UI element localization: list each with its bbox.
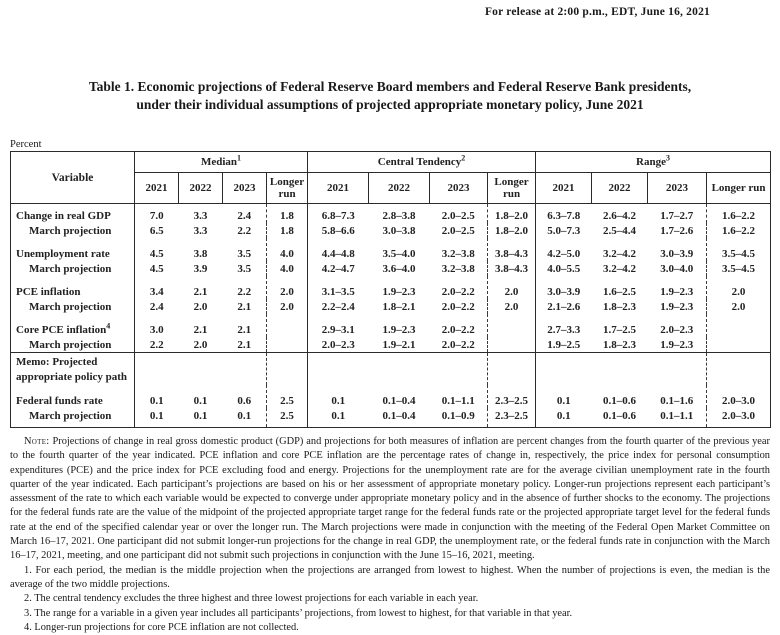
value-cell: 2.0–2.2	[441, 338, 475, 351]
value-cell: 2.1	[237, 338, 252, 351]
value-cell: 2.0	[267, 276, 308, 299]
value-cell: 0.1–1.1	[660, 409, 694, 422]
value-cell: 1.9–2.3	[660, 285, 694, 298]
value-cell: 0.1–0.4	[382, 394, 416, 407]
note-paragraph	[10, 435, 770, 564]
value-cell: 2.6–4.2	[603, 209, 636, 222]
value-cell	[707, 353, 771, 386]
year-header: 2022	[592, 173, 648, 204]
unit-label: Percent	[10, 139, 42, 150]
value-cell	[267, 337, 308, 353]
value-cell	[488, 337, 536, 353]
value-cell	[648, 353, 707, 386]
value-cell: 2.0–2.2	[441, 300, 475, 313]
value-cell: 2.5	[267, 408, 308, 428]
year-header: 2023	[430, 173, 488, 204]
group-label: Central Tendency	[377, 156, 462, 168]
row-label: March projection	[29, 338, 112, 351]
value-cell: 5.0–7.3	[536, 223, 592, 238]
group-header-row	[11, 152, 771, 173]
row-label: March projection	[29, 300, 112, 313]
value-cell	[536, 353, 592, 386]
value-cell	[267, 353, 308, 386]
value-cell: 3.1–3.5	[308, 276, 369, 299]
value-cell: 4.5	[135, 238, 179, 261]
footnote-marker: 1	[237, 153, 242, 163]
value-cell: 2.0–2.2	[441, 323, 475, 336]
row-label: Change in real GDP	[16, 209, 111, 222]
value-cell: 2.0–3.0	[707, 385, 771, 408]
value-cell: 0.1–1.1	[441, 394, 475, 407]
value-cell: 0.1	[536, 408, 592, 428]
value-cell: 1.7–2.5	[603, 323, 636, 336]
value-cell: 2.4	[135, 299, 179, 314]
value-cell: 4.0	[267, 261, 308, 276]
value-cell: 2.9–3.1	[308, 314, 369, 337]
value-cell: 5.8–6.6	[308, 223, 369, 238]
value-cell	[488, 353, 536, 386]
footnote-3: 3. The range for a variable in a given year includes all participants’ projections, from lowest to highest, for that variable in that year.	[24, 607, 573, 619]
value-cell: 3.2–3.8	[441, 247, 475, 260]
value-cell: 4.5	[135, 261, 179, 276]
value-cell: 2.0	[707, 276, 771, 299]
group-header-median	[135, 152, 308, 173]
value-cell: 1.7–2.7	[660, 209, 694, 222]
value-cell: 2.0	[707, 299, 771, 314]
value-cell: 4.0–5.5	[536, 261, 592, 276]
value-cell: 1.9–2.3	[660, 338, 694, 351]
value-cell: 6.8–7.3	[308, 204, 369, 224]
row-label: PCE inflation	[16, 285, 81, 298]
value-cell: 2.2	[135, 337, 179, 353]
value-cell: 2.3–2.5	[488, 385, 536, 408]
value-cell: 7.0	[135, 204, 179, 224]
year-header: 2021	[536, 173, 592, 204]
page-title	[0, 78, 780, 113]
value-cell: 3.8–4.3	[488, 261, 536, 276]
value-cell: 0.1–0.6	[603, 394, 636, 407]
value-cell: 0.1–0.4	[382, 409, 416, 422]
title-line-2: under their individual assumptions of projected appropriate monetary policy, June 2021	[136, 96, 644, 112]
value-cell	[592, 353, 648, 386]
group-label: Median	[200, 156, 238, 168]
value-cell: 3.8	[193, 247, 208, 260]
row-label: Core PCE inflation$^4$	[16, 320, 111, 336]
value-cell: 2.2–2.4	[308, 299, 369, 314]
value-cell: 2.3–2.5	[488, 408, 536, 428]
value-cell: 3.0–4.0	[660, 262, 694, 275]
table-row	[11, 314, 771, 337]
year-header: 2022	[179, 173, 223, 204]
value-cell: 3.2–4.2	[603, 262, 636, 275]
value-cell: 3.5	[237, 247, 252, 260]
value-cell: 2.0–2.3	[660, 323, 694, 336]
value-cell	[707, 337, 771, 353]
table-row	[11, 276, 771, 299]
footnote-4: 4. Longer-run projections for core PCE inflation are not collected.	[24, 621, 299, 633]
row-label: March projection	[29, 409, 112, 422]
footnote-marker: 2	[461, 153, 466, 163]
value-cell: 2.5	[267, 385, 308, 408]
note-label: Note:	[24, 436, 50, 447]
year-header: 2023	[648, 173, 707, 204]
value-cell: 2.1	[237, 323, 252, 336]
value-cell: 3.2–4.2	[603, 247, 636, 260]
table-row	[11, 261, 771, 276]
year-header: 2021	[135, 173, 179, 204]
value-cell: 2.8–3.8	[382, 209, 416, 222]
value-cell: 2.0–3.0	[707, 408, 771, 428]
value-cell: 1.6–2.2	[707, 204, 771, 224]
value-cell	[223, 353, 267, 386]
value-cell: 2.0–2.5	[441, 209, 475, 222]
row-label: Unemployment rate	[16, 247, 110, 260]
value-cell: 3.0–3.9	[660, 247, 694, 260]
table-row	[11, 223, 771, 238]
value-cell: 1.8–2.1	[382, 300, 416, 313]
table-row	[11, 238, 771, 261]
value-cell	[267, 314, 308, 337]
table-row	[11, 385, 771, 408]
group-header-central-tendency	[308, 152, 536, 173]
value-cell: 2.1–2.6	[536, 299, 592, 314]
group-header-range	[536, 152, 771, 173]
value-cell: 1.9–2.5	[536, 337, 592, 353]
value-cell: 2.0–2.5	[441, 224, 475, 237]
variable-header: Variable	[11, 152, 135, 204]
table-row	[11, 408, 771, 428]
footnote-2: 2. The central tendency excludes the three highest and three lowest projections for each variable in each year.	[24, 593, 479, 605]
value-cell: 2.1	[193, 323, 208, 336]
value-cell: 0.1	[308, 408, 369, 428]
value-cell: 3.0–3.9	[536, 276, 592, 299]
value-cell: 2.0–2.3	[308, 337, 369, 353]
value-cell: 4.2–4.7	[308, 261, 369, 276]
year-header: 2023	[223, 173, 267, 204]
value-cell: 2.0	[193, 338, 208, 351]
value-cell: 2.1	[237, 300, 252, 313]
year-header: 2021	[308, 173, 369, 204]
value-cell: 3.4	[135, 276, 179, 299]
value-cell: 4.2–5.0	[536, 238, 592, 261]
value-cell: 2.2	[237, 285, 252, 298]
value-cell: 4.4–4.8	[308, 238, 369, 261]
value-cell: 3.9	[193, 262, 208, 275]
value-cell: 2.0	[488, 299, 536, 314]
value-cell: 1.8	[267, 223, 308, 238]
value-cell: 1.9–2.3	[660, 300, 694, 313]
value-cell: 3.0	[135, 314, 179, 337]
value-cell: 3.6–4.0	[382, 262, 416, 275]
value-cell: 2.7–3.3	[536, 314, 592, 337]
value-cell: 2.0	[267, 299, 308, 314]
year-header: Longer run	[267, 173, 308, 204]
year-header: 2022	[369, 173, 430, 204]
value-cell: 1.7–2.6	[660, 224, 694, 237]
row-label: March projection	[29, 224, 112, 237]
value-cell: 2.1	[193, 285, 208, 298]
value-cell: 0.1	[193, 394, 208, 407]
value-cell	[308, 353, 369, 386]
value-cell: 3.5–4.5	[707, 238, 771, 261]
row-label: Federal funds rate	[16, 394, 103, 407]
value-cell: 0.1	[135, 408, 179, 428]
value-cell: 6.3–7.8	[536, 204, 592, 224]
value-cell: 2.0	[488, 276, 536, 299]
title-line-1: Table 1. Economic projections of Federal Reserve Board members and Federal Reserve Bank presidents,	[88, 79, 692, 94]
value-cell: 3.5–4.5	[707, 261, 771, 276]
value-cell: 1.8–2.3	[603, 338, 636, 351]
value-cell: 6.5	[135, 223, 179, 238]
row-label: March projection	[29, 262, 112, 275]
value-cell: 3.2–3.8	[441, 262, 475, 275]
note-text: Projections of change in real gross domestic product (GDP) and projections for both measures of inflation are percent changes from the fourth quarter of the previous year to the fourth quarter of the year indicated. PCE inflation and core PCE inflation are the percentage rates of change in, respectively, the price index for personal consumption expenditures (PCE) and the price index for PCE excluding food and energy. Projections for the unemployment rate are for the average civilian unemployment rate in the fourth quarter of the year indicated. Each participant’s projections are based on his or her assessment of appropriate monetary policy. Longer-run projections represent each participant’s assessment of the rate to which each variable would be expected to converge under appropriate monetary policy and in the absence of further shocks to the economy. The projections for the federal funds rate are the value of the midpoint of the projected appropriate target range for the federal funds rate or the projected appropriate target level for the federal funds rate at the end of the specified calendar year or over the longer run. The March projections were made in conjunction with the meeting of the Federal Open Market Committee on March 16–17, 2021. One participant did not submit longer-run projections for the change in real GDP, the unemployment rate, or the federal funds rate in conjunction with the March 16–17, 2021, meeting, and one participant did not submit such projections in conjunction with the June 15–16, 2021, meeting.	[10, 436, 770, 562]
value-cell: 2.2	[237, 224, 252, 237]
value-cell: 0.1–1.6	[660, 394, 694, 407]
value-cell: 3.5	[237, 262, 252, 275]
value-cell: 1.9–2.1	[382, 338, 416, 351]
value-cell: 0.1	[536, 385, 592, 408]
table-row	[11, 353, 771, 386]
year-header: Longer run	[707, 173, 771, 204]
table-row	[11, 299, 771, 314]
value-cell: 1.8–2.3	[603, 300, 636, 313]
value-cell: 1.8–2.0	[488, 204, 536, 224]
projections-table	[10, 151, 771, 428]
release-line: For release at 2:00 p.m., EDT, June 16, 2021	[484, 6, 710, 18]
footnote-marker: 3	[665, 153, 670, 163]
value-cell	[135, 353, 179, 386]
value-cell: 3.0–3.8	[382, 224, 416, 237]
value-cell	[488, 314, 536, 337]
value-cell: 0.1–0.6	[603, 409, 636, 422]
value-cell: 0.1	[308, 385, 369, 408]
value-cell: 2.4	[237, 209, 252, 222]
value-cell: 1.6–2.2	[707, 223, 771, 238]
value-cell: 0.1–0.9	[441, 409, 475, 422]
notes-section	[10, 435, 770, 635]
year-header: Longer run	[488, 173, 536, 204]
value-cell: 1.9–2.3	[382, 323, 416, 336]
value-cell: 3.5–4.0	[382, 247, 416, 260]
value-cell: 0.1	[237, 409, 252, 422]
value-cell: 0.1	[135, 385, 179, 408]
value-cell: 3.8–4.3	[488, 238, 536, 261]
value-cell: 1.6–2.5	[603, 285, 636, 298]
row-label: Memo: Projected appropriate policy path	[11, 353, 135, 386]
value-cell: 0.6	[237, 394, 252, 407]
table-row	[11, 204, 771, 224]
value-cell	[430, 353, 488, 386]
footnote-1: 1. For each period, the median is the middle projection when the projections are arranged from lowest to highest. When the number of projections is even, the median is the average of the two middle projections.	[10, 564, 770, 590]
value-cell	[707, 314, 771, 337]
projection-table-body	[11, 204, 771, 428]
value-cell	[369, 353, 430, 386]
group-label: Range	[636, 156, 666, 168]
value-cell: 2.5–4.4	[603, 224, 636, 237]
value-cell: 1.8–2.0	[488, 223, 536, 238]
footnote-marker: 4	[106, 320, 111, 330]
value-cell	[179, 353, 223, 386]
value-cell: 1.9–2.3	[382, 285, 416, 298]
value-cell: 4.0	[267, 238, 308, 261]
table-row	[11, 337, 771, 353]
value-cell: 3.3	[193, 224, 208, 237]
value-cell: 1.8	[267, 204, 308, 224]
value-cell: 2.0	[193, 300, 208, 313]
value-cell: 0.1	[193, 409, 208, 422]
value-cell: 2.0–2.2	[441, 285, 475, 298]
value-cell: 3.3	[193, 209, 208, 222]
